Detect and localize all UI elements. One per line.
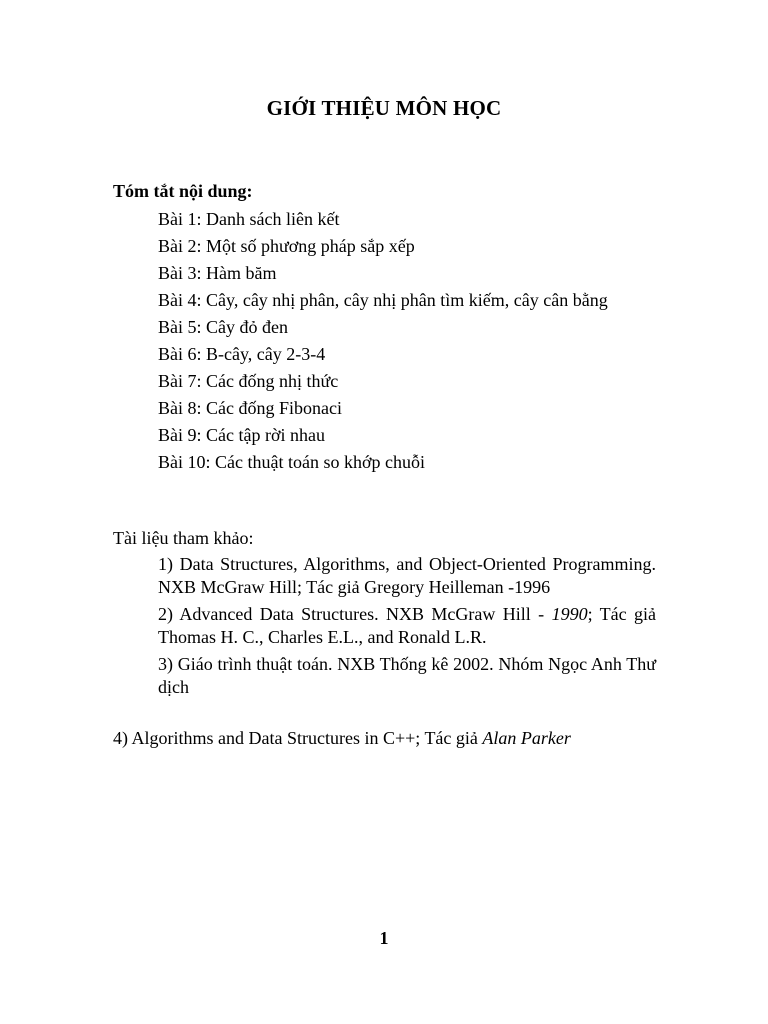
reference-4-text: 4) Algorithms and Data Structures in C++; Tác giả xyxy=(113,728,483,748)
summary-heading: Tóm tắt nội dung: xyxy=(113,181,253,201)
reference-item-2 xyxy=(158,603,656,649)
list-item: Bài 8: Các đống Fibonaci xyxy=(158,398,342,418)
list-item: Bài 7: Các đống nhị thức xyxy=(158,371,339,391)
list-item: Bài 1: Danh sách liên kết xyxy=(158,209,340,229)
page-title: GIỚI THIỆU MÔN HỌC xyxy=(266,96,502,120)
list-item: Bài 6: B-cây, cây 2-3-4 xyxy=(158,344,326,364)
reference-2-text: 2) Advanced Data Structures. NXB McGraw Hill - xyxy=(158,604,552,624)
reference-item-1: 1) Data Structures, Algorithms, and Object-Oriented Programming. NXB McGraw Hill; Tác giả Gregory Heilleman -1996 xyxy=(158,554,656,597)
reference-2-year: 1990 xyxy=(551,604,588,624)
reference-4-author: Alan Parker xyxy=(482,728,571,748)
references-heading: Tài liệu tham khảo: xyxy=(113,528,254,548)
reference-list xyxy=(158,553,656,703)
list-item: Bài 2: Một số phương pháp sắp xếp xyxy=(158,236,415,256)
list-item: Bài 5: Cây đỏ đen xyxy=(158,317,288,337)
reference-item-3: 3) Giáo trình thuật toán. NXB Thống kê 2002. Nhóm Ngọc Anh Thư dịch xyxy=(158,654,656,697)
reference-item-4 xyxy=(113,728,571,749)
lesson-list xyxy=(158,208,656,478)
reference-2-authors: ; Tác giả Thomas H. C., Charles E.L., and Ronald L.R. xyxy=(158,604,657,647)
list-item: Bài 3: Hàm băm xyxy=(158,263,277,283)
list-item: Bài 10: Các thuật toán so khớp chuỗi xyxy=(158,452,425,472)
list-item: Bài 4: Cây, cây nhị phân, cây nhị phân tìm kiếm, cây cân bằng xyxy=(158,290,608,310)
page-number: 1 xyxy=(379,928,389,948)
list-item: Bài 9: Các tập rời nhau xyxy=(158,425,325,445)
